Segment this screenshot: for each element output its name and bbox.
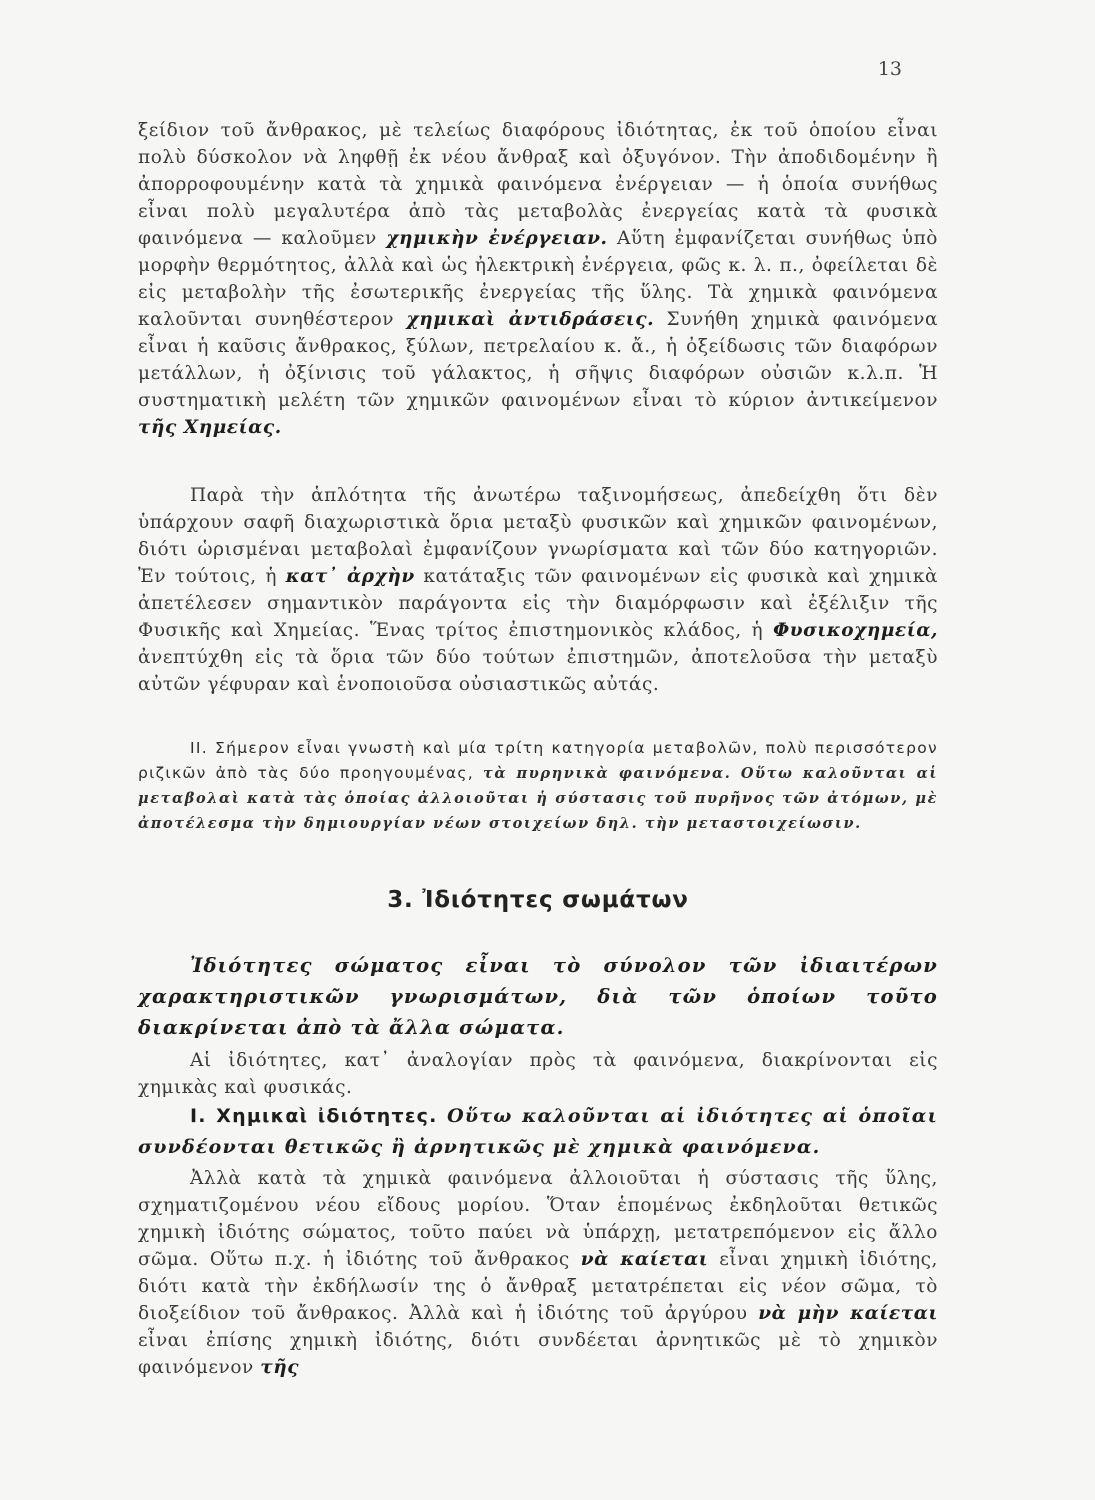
properties-text: Αἱ ἰδιότητες, κατ᾿ ἀναλογίαν πρὸς τὰ φαινόμενα, διακρίνονται εἰς χημικὰς καὶ φυσικάς.: [138, 1050, 938, 1098]
text-run: Παρὰ τὴν ἁπλότητα τῆς ἀνωτέρω ταξινομήσεως, ἀπεδείχθη ὅτι δὲν ὑπάρχουν σαφῆ διαχωριστικὰ ὅρια μεταξὺ φυσικῶν καὶ χημικῶν φαινομένων, διότι ὡρισμέναι μεταβολαὶ ἐμφανίζουν γνωρίσματα καὶ τῶν δύο κατηγοριῶν. Ἐν τούτοις, ἡ: [138, 485, 938, 587]
subsection-definition: Οὕτω καλοῦνται αἱ ἰδιότητες αἱ ὁποῖαι συνδέονται θετικῶς ἢ ἀρνητικῶς μὲ χημικὰ φαινόμενα.: [138, 1105, 938, 1158]
text-run: ἀνεπτύχθη εἰς τὰ ὅρια τῶν δύο τούτων ἐπιστημῶν, ἀποτελοῦσα τὴν μεταξὺ αὐτῶν γέφυραν καὶ ἑνοποιοῦσα οὐσιαστικῶς αὐτάς.: [138, 647, 938, 695]
paragraph-classification: [138, 482, 938, 698]
section-heading: 3. Ἰδιότητες σωμάτων: [387, 887, 689, 913]
term-to-burn: νὰ καίεται: [580, 1249, 709, 1270]
note-nuclear-term: τὰ πυρηνικὰ φαινόμενα. Οὕτω καλοῦνται αἱ μεταβολαὶ κατὰ τὰς ὁποίας ἀλλοιοῦται ἡ σύστασις τοῦ πυρῆνος τῶν ἀτόμων, μὲ ἀποτέλεσμα τὴν δημιουργίαν νέων στοιχείων δηλ. τὴν μεταστοιχείωσιν.: [138, 765, 938, 832]
term-not-burn: νὰ μὴν καίεται: [758, 1303, 939, 1324]
text-run: ξείδιον τοῦ ἄνθρακος, μὲ τελείως διαφόρους ἰδιότητας, ἐκ τοῦ ὁποίου εἶναι πολὺ δύσκολον νὰ ληφθῇ ἐκ νέου ἄνθραξ καὶ ὀξυγόνον. Τὴν ἀποδιδομένην ἢ ἀπορροφουμένην κατὰ τὰ χημικὰ φαινόμενα ἐνέργειαν — ἡ ὁποία συνήθως εἶναι πολὺ μεγαλυτέρα ἀπὸ τὰς μεταβολὰς ἐνεργείας κατὰ τὰ φυσικὰ φαινόμενα — καλοῦμεν: [138, 120, 938, 249]
note-text: ΙΙ. Σήμερον εἶναι γνωστὴ καὶ μία τρίτη κατηγορία μεταβολῶν, πολὺ περισσότερον ριζικῶν ἀπὸ τὰς δύο προηγουμένας,: [138, 739, 938, 782]
term-chemical-energy: χημικὴν ἐνέργειαν.: [386, 228, 608, 249]
definition-block: [138, 950, 938, 1043]
text-run: Ἀλλὰ κατὰ τὰ χημικὰ φαινόμενα ἀλλοιοῦται ἡ σύστασις τῆς ὕλης, σχηματιζομένου νέου εἴδους μορίου. Ὅταν ἑπομένως ἐκδηλοῦται θετικῶς χημικὴ ἰδιότης σώματος, τοῦτο παύει νὰ ὑπάρχῃ, μετατρεπόμενον εἰς ἄλλο σῶμα. Οὕτω π.χ. ἡ ἰδιότης τοῦ ἄνθρακος: [138, 1168, 938, 1270]
text-run: εἶναι χημικὴ ἰδιότης, διότι κατὰ τὴν ἐκδήλωσίν της ὁ ἄνθραξ μετατρέπεται εἰς νέον σῶμα, τὸ διοξείδιον τοῦ ἄνθρακος. Ἀλλὰ καὶ ἡ ἰδιότης τοῦ ἀργύρου: [138, 1249, 938, 1324]
text-run: Αὕτη ἐμφανίζεται συνήθως ὑπὸ μορφὴν θερμότητος, ἀλλὰ καὶ ὡς ἠλεκτρικὴ ἐνέργεια, φῶς κ. λ. π., ὀφείλεται δὲ εἰς μεταβολὴν τῆς ἐσωτερικῆς ἐνεργείας τῆς ὕλης. Τὰ χημικὰ φαινόμενα καλοῦνται συνηθέστερον: [138, 228, 938, 330]
paragraph-examples: [138, 1165, 938, 1381]
term-physical-chemistry: Φυσικοχημεία,: [773, 620, 938, 641]
footnote-nuclear: [138, 736, 938, 836]
term-chemistry: τῆς Χημείας.: [138, 417, 282, 438]
subsection-label: Ι. Χημικαὶ ἰδιότητες.: [190, 1105, 438, 1127]
term-of-the: τῆς: [260, 1357, 300, 1378]
paragraph-chemical-properties: [138, 1101, 938, 1163]
paragraph-chemical-phenomena: [138, 117, 938, 441]
term-in-principle: κατ᾿ ἀρχὴν: [285, 566, 415, 587]
paragraph-properties: [138, 1047, 938, 1101]
term-chemical-reactions: χημικαὶ ἀντιδράσεις.: [406, 309, 655, 330]
text-run: εἶναι ἐπίσης χημικὴ ἰδιότης, διότι συνδέεται ἀρνητικῶς μὲ τὸ χημικὸν φαινόμενον: [138, 1330, 938, 1378]
text-run: Συνήθη χημικὰ φαινόμενα εἶναι ἡ καῦσις ἄνθρακος, ξύλων, πετρελαίου κ. ἄ., ἡ ὀξείδωσις τῶν διαφόρων μετάλλων, ἡ ὀξίνισις τοῦ γάλακτος, ἡ σῆψις διαφόρων οὐσιῶν κ.λ.π. Ἡ συστηματικὴ μελέτη τῶν χημικῶν φαινομένων εἶναι τὸ κύριον ἀντικείμενον: [138, 309, 938, 411]
definition-text: Ἰδιότητες σώματος εἶναι τὸ σύνολον τῶν ἰδιαιτέρων χαρακτηριστικῶν γνωρισμάτων, διὰ τῶν ὁποίων τοῦτο διακρίνεται ἀπὸ τὰ ἄλλα σώματα.: [138, 954, 938, 1039]
text-run: κατάταξις τῶν φαινομένων εἰς φυσικὰ καὶ χημικὰ ἀπετέλεσεν σημαντικὸν παράγοντα εἰς τὴν διαμόρφωσιν καὶ ἐξέλιξιν τῆς Φυσικῆς καὶ Χημείας. Ἕνας τρίτος ἐπιστημονικὸς κλάδος, ἡ: [138, 566, 938, 641]
page-number: 13: [877, 58, 902, 80]
